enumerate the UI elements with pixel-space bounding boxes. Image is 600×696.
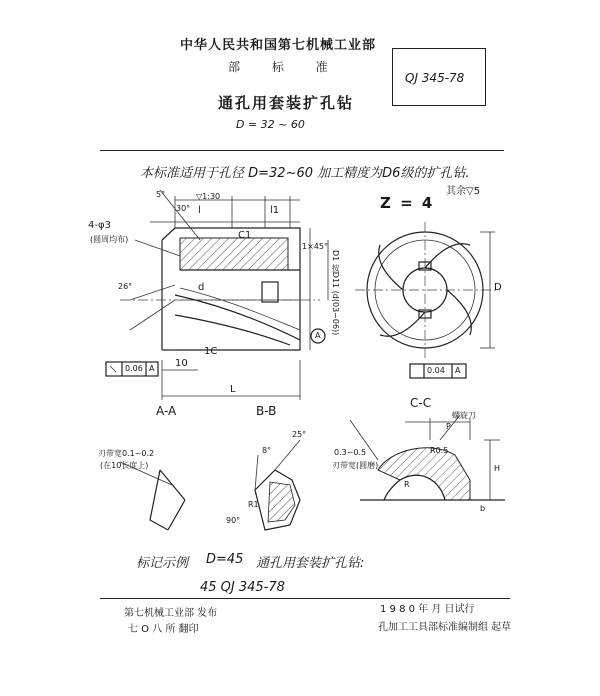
runout-left-value: 0.06 (125, 364, 143, 373)
taper-label: ▽1:30 (196, 192, 221, 201)
hole-note-label: (圆周均布) (90, 235, 129, 244)
hole-count-label: 4-φ3 (88, 220, 111, 231)
angle-30-label: 30° (176, 204, 191, 213)
cc-r05-label: R0.5 (430, 446, 449, 455)
c1-label: C1 (238, 230, 252, 241)
end-view (355, 222, 500, 378)
cc-margin-value: 0.3~0.5 (334, 448, 367, 457)
flute-count-label: Z = 4 (380, 194, 435, 212)
cc-b-label: b (480, 504, 486, 513)
example-name: 通孔用套装扩孔钻: (256, 556, 365, 571)
tolerance-label: D1 按D11 (d(03~06)) (331, 250, 340, 336)
scope-description: 本标准适用于孔径 D=32~60 加工精度为D6级的扩孔钻. (140, 166, 470, 181)
runout-right-value: 0.04 (427, 366, 445, 375)
section-bb-title: B-B (256, 404, 277, 418)
section-cc-title: C-C (410, 396, 432, 410)
section-cc-view (350, 415, 505, 500)
angle-5-label: 5° (156, 190, 166, 199)
dim-1c-label: 1C (204, 346, 218, 357)
cc-r-label: R (404, 480, 410, 489)
angle-26-label: 26° (118, 282, 133, 291)
runout-right-datum: A (455, 366, 461, 375)
aa-note-margin: 刃带宽0.1~0.2 (98, 449, 155, 458)
dim-L-label: L (230, 384, 236, 395)
diameter-range: D = 32 ~ 60 (236, 118, 305, 131)
dim-l1-label: l1 (270, 205, 280, 216)
example-condition: D=45 (206, 552, 244, 567)
bb-radius: R1 (248, 500, 259, 509)
cc-spiral-label: 螺旋刀 (452, 411, 476, 420)
chamfer-label: 1×45° (302, 242, 328, 251)
footer-drafter: 孔加工工具部标准编制组 起草 (378, 622, 512, 633)
runout-left-datum: A (149, 364, 155, 373)
footer-date: 1 9 8 0 年 月 日试行 (380, 604, 475, 615)
example-label: 标记示例 (136, 556, 189, 571)
dim-10-label: 10 (175, 358, 188, 369)
footer-printer: 七 O 八 所 翻印 (128, 624, 199, 635)
bb-angle-90: 90° (226, 516, 241, 525)
document-title: 通孔用套装扩孔钻 (218, 94, 355, 112)
example-designation: 45 QJ 345-78 (200, 580, 285, 595)
bb-angle-25: 25° (292, 430, 307, 439)
footer-rule (100, 598, 510, 599)
section-aa-title: A-A (156, 404, 177, 418)
cc-margin-note: 刃带宽(圆磨) (332, 461, 379, 470)
standard-type: 部 标 准 (228, 60, 342, 74)
cc-p-label: P (446, 422, 451, 431)
dim-d-label: d (198, 282, 205, 293)
section-aa-view (120, 462, 185, 530)
cc-h-label: H (494, 464, 501, 473)
aa-note-length: (在10长度上) (100, 461, 149, 470)
datum-a-label: A (315, 331, 321, 340)
roughness-note: 其余▽5 (446, 186, 481, 197)
dim-l-label: l (198, 205, 201, 216)
publisher-title: 中华人民共和国第七机械工业部 (180, 38, 377, 53)
footer-issuer: 第七机械工业部 发布 (124, 608, 218, 619)
dim-D-label: D (494, 282, 502, 293)
standard-code: QJ 345-78 (405, 71, 465, 85)
bb-angle-8: 8° (262, 446, 272, 455)
